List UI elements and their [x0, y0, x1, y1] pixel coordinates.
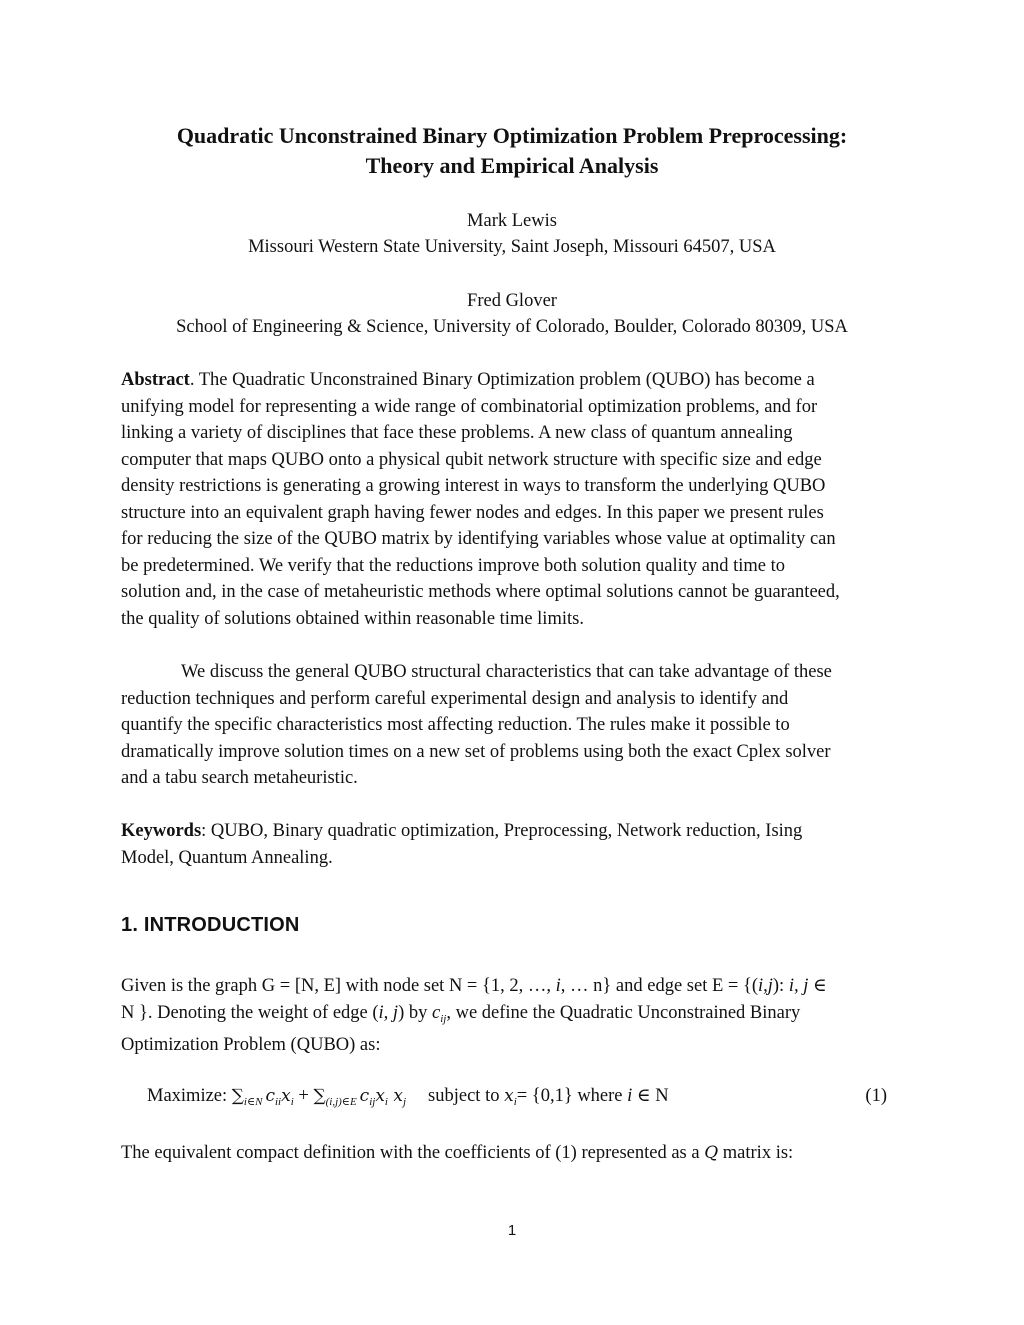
- keywords: [121, 818, 911, 871]
- abstract-line: density restrictions is generating a growing interest in ways to transform the underlying QUBO: [121, 476, 826, 496]
- abstract-line: We discuss the general QUBO structural characteristics that can take advantage of these: [181, 662, 832, 682]
- abstract-line: Abstract. The Quadratic Unconstrained Binary Optimization problem (QUBO) has become a: [121, 370, 815, 390]
- equation-number: (1): [865, 1086, 887, 1106]
- compact-definition-line: The equivalent compact definition with the coefficients of (1) represented as a Q matrix is:: [121, 1143, 794, 1163]
- intro-line: Given is the graph G = [N, E] with node set N = {1, 2, …, i, … n} and edge set E = {(i,j): i, j ∈: [121, 976, 827, 996]
- author-affiliation: Missouri Western State University, Saint Joseph, Missouri 64507, USA: [248, 237, 776, 257]
- abstract-line: structure into an equivalent graph having fewer nodes and edges. In this paper we present rules: [121, 502, 824, 523]
- keywords-line: Keywords: QUBO, Binary quadratic optimization, Preprocessing, Network reduction, Ising: [121, 821, 803, 841]
- abstract-line: solution and, in the case of metaheuristic methods where optimal solutions cannot be guaranteed,: [121, 582, 840, 602]
- intro-paragraph: [121, 973, 911, 1059]
- abstract-line: linking a variety of disciplines that face these problems. A new class of quantum annealing: [121, 423, 793, 443]
- author-name: Mark Lewis: [467, 211, 557, 231]
- abstract: [121, 367, 911, 632]
- paper-title-line-1: Quadratic Unconstrained Binary Optimization Problem Preprocessing:: [176, 123, 848, 148]
- abstract-line: quantify the specific characteristics most affecting reduction. The rules make it possible to: [121, 715, 790, 735]
- abstract-line: dramatically improve solution times on a new set of problems using both the exact Cplex solver: [121, 741, 831, 762]
- equation-1: Maximize: $\sum_{i\in N}$ $c_{ii}x_i + \sum_{(i,j)\in E}$ $c_{ij}x_i$ $x_j$ subject to $x_i= \{0,1\}$ where i ∈ N (1): [147, 1083, 887, 1115]
- abstract-line: and a tabu search metaheuristic.: [121, 768, 358, 788]
- abstract-line: the quality of solutions obtained within reasonable time limits.: [121, 608, 584, 629]
- intro-line: N }. Denoting the weight of edge (i, j) by $c_{ij}$, we define the Quadratic Unconstrained Binary: [121, 1002, 801, 1025]
- abstract-line: unifying model for representing a wide range of combinatorial optimization problems, and for: [121, 396, 818, 417]
- abstract-paragraph-2: [121, 659, 911, 792]
- abstract-label: Abstract: [121, 370, 190, 390]
- keywords-label: Keywords: [121, 821, 202, 841]
- abstract-line: for reducing the size of the QUBO matrix by identifying variables whose value at optimality can: [121, 529, 836, 549]
- abstract-line: be predetermined. We verify that the reductions improve both solution quality and time to: [121, 555, 786, 576]
- paper-title-line-2: Theory and Empirical Analysis: [365, 153, 659, 178]
- abstract-line: computer that maps QUBO onto a physical qubit network structure with specific size and edge: [121, 449, 822, 470]
- author-name: Fred Glover: [467, 291, 557, 311]
- intro-line: Optimization Problem (QUBO) as:: [121, 1035, 381, 1055]
- author-affiliation: School of Engineering & Science, University of Colorado, Boulder, Colorado 80309, USA: [176, 317, 848, 337]
- keywords-line: Model, Quantum Annealing.: [121, 847, 333, 868]
- section-heading: 1. INTRODUCTION: [121, 914, 300, 936]
- abstract-line: reduction techniques and perform careful experimental design and analysis to identify and: [121, 688, 789, 709]
- equation-label: Maximize:: [147, 1086, 232, 1106]
- page-number: 1: [507, 1222, 517, 1239]
